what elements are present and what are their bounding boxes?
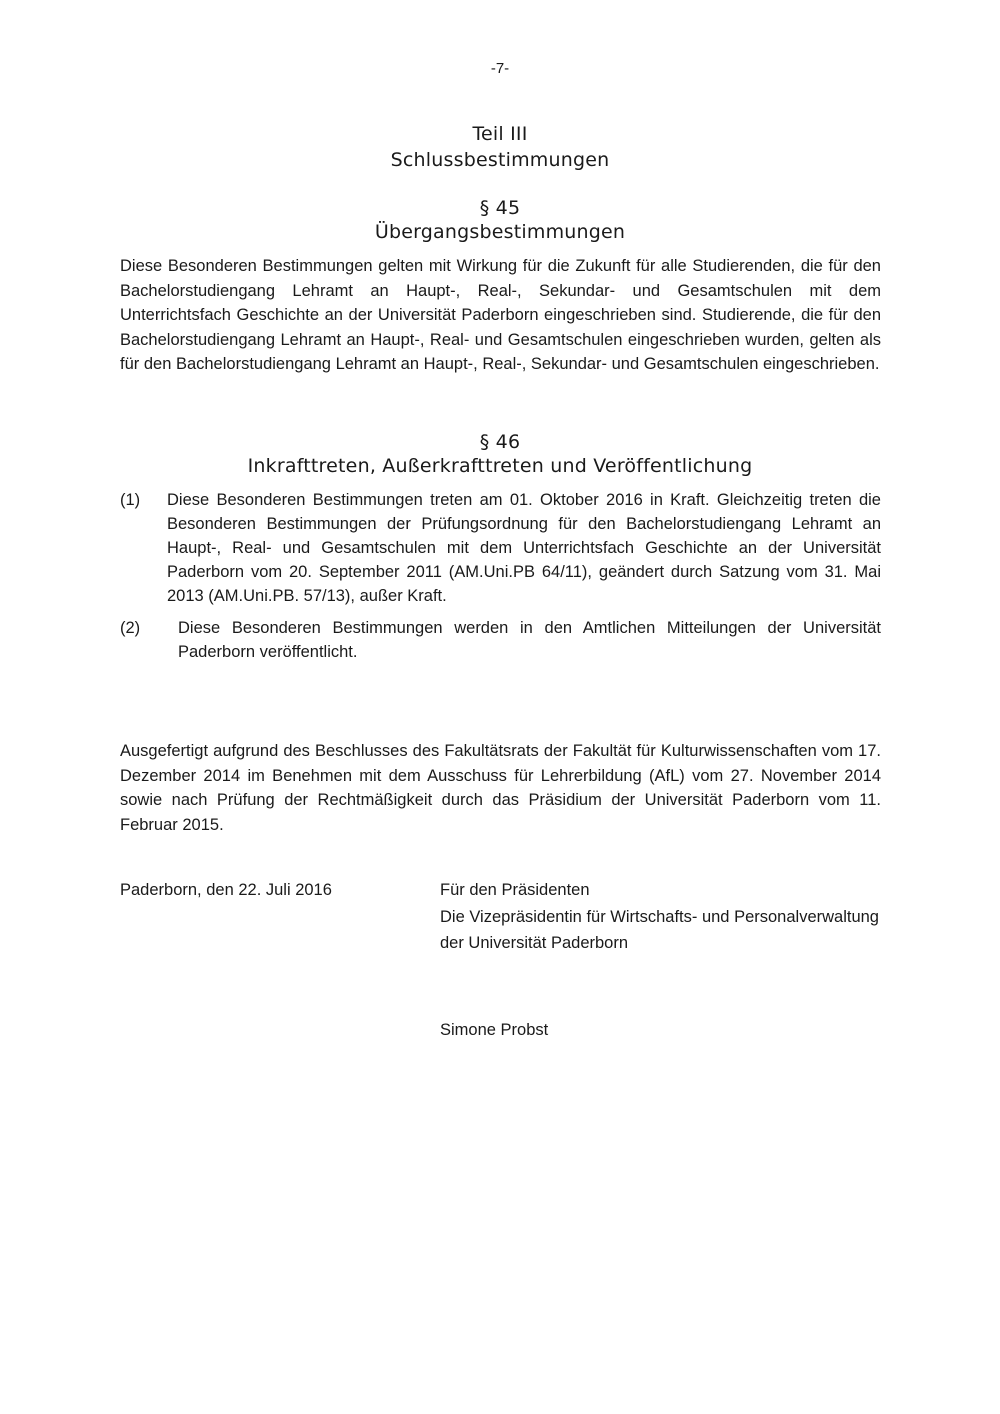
- signatory-line-2: Die Vizepräsidentin für Wirtschafts- und Personalverwaltung: [440, 907, 879, 926]
- section-45-title: Übergangsbestimmungen: [374, 221, 626, 243]
- signatory-name: Simone Probst: [440, 1021, 549, 1039]
- section-45-paragraph: Diese Besonderen Bestimmungen gelten mit Wirkung für die Zukunft für alle Studierenden, die für den Bachelorstudiengang Lehramt an Haupt-, Real-, Sekundar- und Gesamtschulen mit dem Unterrichtsfach Geschichte an der Universität Paderborn eingeschrieben sind. Studierende, die für den Bachelorstudiengang Lehramt an Haupt-, Real- und Gesamtschulen eingeschrieben wurden, gelten als für den Bachelorstudiengang Lehramt an Haupt-, Real-, Sekundar- und Gesamtschulen eingeschrieben.: [120, 257, 881, 373]
- place-date: Paderborn, den 22. Juli 2016: [120, 881, 332, 899]
- item-text: Diese Besonderen Bestimmungen werden in den Amtlichen Mitteilungen der Universität Paderborn veröffentlicht.: [178, 619, 881, 661]
- part-label: Teil III: [472, 123, 528, 145]
- section-46-item-2: [120, 616, 881, 664]
- section-46-item-1: [120, 488, 881, 608]
- page-number: -7-: [490, 60, 510, 77]
- signatory-line-3: der Universität Paderborn: [440, 934, 629, 952]
- item-number: (1): [120, 491, 141, 509]
- section-46-title: Inkrafttreten, Außerkrafttreten und Veröffentlichung: [247, 455, 753, 477]
- signatory-block: [440, 877, 879, 957]
- section-45-number: § 45: [479, 197, 521, 219]
- signatory-line-1: Für den Präsidenten: [440, 881, 590, 899]
- item-text: Diese Besonderen Bestimmungen treten am 01. Oktober 2016 in Kraft. Gleichzeitig treten die Besonderen Bestimmungen der Prüfungsordnung für den Bachelorstudiengang Lehramt an Haupt-, Real- und Gesamtschulen mit dem Unterrichtsfach Geschichte an der Universität Paderborn vom 20. September 2011 (AM.Uni.PB 64/11), geändert durch Satzung vom 31. Mai 2013 (AM.Uni.PB. 57/13), außer Kraft.: [167, 491, 881, 605]
- enactment-note: Ausgefertigt aufgrund des Beschlusses des Fakultätsrats der Fakultät für Kulturwissenschaften vom 17. Dezember 2014 im Benehmen mit dem Ausschuss für Lehrerbildung (AfL) vom 27. November 2014 sowie nach Prüfung der Rechtmäßigkeit durch das Präsidium der Universität Paderborn vom 11. Februar 2015.: [120, 742, 881, 834]
- section-46-number: § 46: [479, 431, 521, 453]
- item-number: (2): [120, 619, 141, 637]
- part-title: Schlussbestimmungen: [390, 149, 610, 171]
